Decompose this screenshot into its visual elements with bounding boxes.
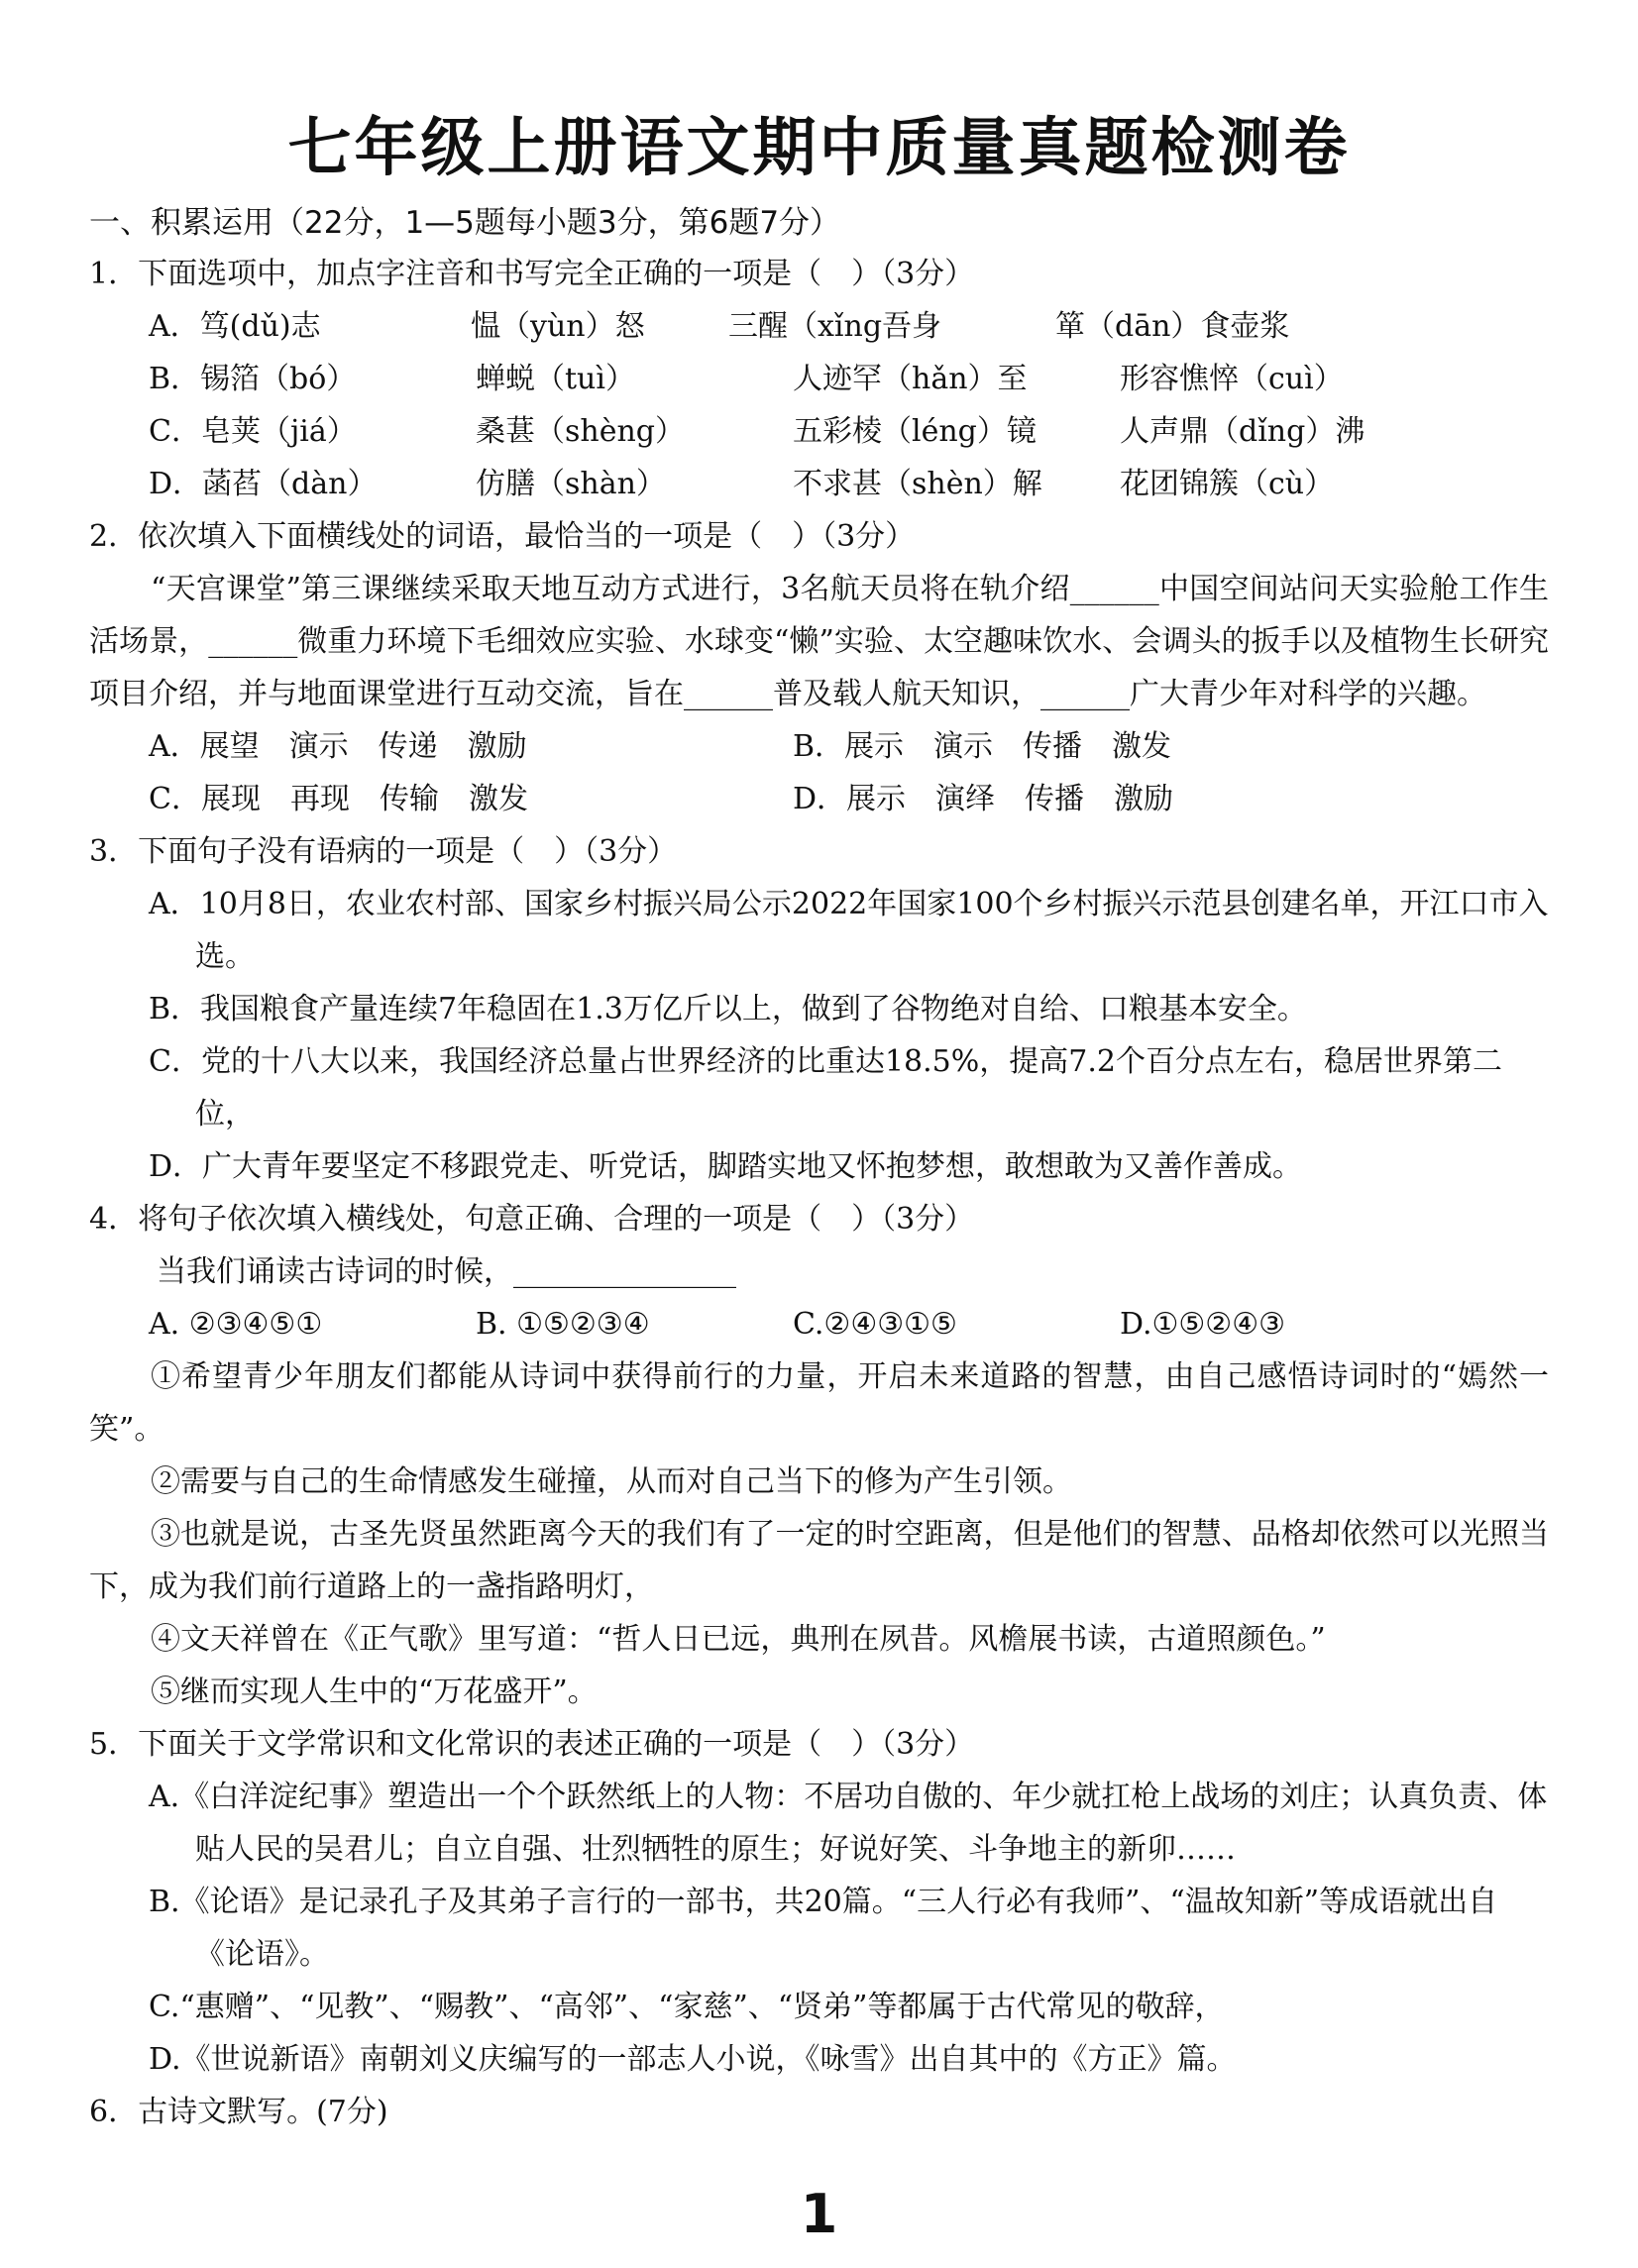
question-2 — [89, 510, 1549, 825]
question-stem: 3．下面句子没有语病的一项是（ ）（3分） — [89, 834, 678, 869]
question-lead: 当我们诵读古诗词的时候，_______________ — [157, 1254, 736, 1289]
option-c: C.“惠赠”、“见教”、“赐教”、“高邻”、“家慈”、“贤弟”等都属于古代常见的敬辞， — [149, 1990, 1225, 2024]
option-text: 不求甚（shèn）解 — [793, 467, 1042, 501]
option-text: D．菡萏（dàn） — [149, 467, 378, 501]
option-row-d — [89, 458, 1549, 510]
option-text: 三醒（xǐng吾身 — [728, 309, 942, 344]
question-1 — [89, 248, 1549, 510]
option-text: A. ②③④⑤① — [149, 1307, 323, 1342]
option-text: A．展望 演示 传递 激励 — [149, 729, 527, 764]
option-row-b — [89, 353, 1549, 405]
option-text: A．笃(dǔ)志 — [149, 309, 321, 344]
sentence-4: ④文天祥曾在《正气歌》里写道：“哲人日已远，典刑在夙昔。风檐展书读，古道照颜色。” — [151, 1622, 1326, 1657]
option-text: 愠（yùn）怒 — [471, 309, 645, 344]
option-text: 花团锦簇（cù） — [1120, 467, 1335, 501]
option-row-ab — [89, 720, 1549, 773]
option-a: A．10月8日，农业农村部、国家乡村振兴局公示2022年国家100个乡村振兴示范县创建名单，开江口市入选。 — [149, 887, 1549, 974]
option-text: B．展示 演示 传播 激发 — [793, 729, 1172, 764]
sentence-3: ③也就是说，古圣先贤虽然距离今天的我们有了一定的时空距离，但是他们的智慧、品格却依然可以光照当下，成为我们前行道路上的一盏指路明灯， — [89, 1517, 1549, 1604]
option-a: A.《白洋淀纪事》塑造出一个个跃然纸上的人物：不居功自傲的、年少就扛枪上战场的刘庄；认真负责、体贴人民的吴君儿；自立自强、壮烈牺牲的原生；好说好笑、斗争地主的新卯…… — [149, 1780, 1548, 1867]
option-text: 箪（dān）食壶浆 — [1055, 309, 1290, 344]
question-stem: 4．将句子依次填入横线处，句意正确、合理的一项是（ ）（3分） — [89, 1202, 975, 1237]
sentence-2: ②需要与自己的生命情感发生碰撞，从而对自己当下的修为产生引领。 — [151, 1464, 1072, 1499]
option-b: B．我国粮食产量连续7年稳固在1.3万亿斤以上，做到了谷物绝对自给、口粮基本安全。 — [149, 992, 1307, 1026]
option-d: D．广大青年要坚定不移跟党走、听党话，脚踏实地又怀抱梦想，敢想敢为又善作善成。 — [149, 1149, 1303, 1184]
question-stem: 6．古诗文默写。(7分) — [89, 2095, 388, 2129]
page-number: 1 — [800, 2183, 838, 2245]
question-6 — [89, 2086, 1549, 2138]
option-text: 桑葚（shèng） — [476, 414, 685, 449]
section-heading: 一、积累运用（22分，1—5题每小题3分，第6题7分） — [89, 205, 841, 241]
option-row-cd — [89, 773, 1549, 825]
option-text: D.①⑤②④③ — [1120, 1307, 1285, 1342]
question-stem: 1．下面选项中，加点字注音和书写完全正确的一项是（ ）（3分） — [89, 257, 975, 291]
option-row-a — [89, 300, 1549, 353]
option-text: B. ①⑤②③④ — [476, 1307, 650, 1342]
question-stem: 2．依次填入下面横线处的词语，最恰当的一项是（ ）（3分） — [89, 519, 916, 554]
option-d: D.《世说新语》南朝刘义庆编写的一部志人小说，《咏雪》出自其中的《方正》篇。 — [149, 2042, 1237, 2077]
option-text: 形容憔悴（cuì） — [1120, 362, 1344, 396]
question-3 — [89, 825, 1549, 1193]
option-text: 人迹罕（hǎn）至 — [793, 362, 1028, 396]
option-text: 五彩棱（léng）镜 — [793, 414, 1037, 449]
option-text: 人声鼎（dǐng）沸 — [1120, 414, 1365, 449]
option-text: 蝉蜕（tuì） — [476, 362, 635, 396]
option-text: C．皂荚（jiá） — [149, 414, 357, 449]
sentence-5: ⑤继而实现人生中的“万花盛开”。 — [151, 1674, 598, 1709]
option-row — [89, 1298, 1549, 1350]
question-4 — [89, 1193, 1549, 1718]
page-title: 七年级上册语文期中质量真题检测卷 — [287, 112, 1351, 185]
question-stem: 5．下面关于文学常识和文化常识的表述正确的一项是（ ）（3分） — [89, 1727, 975, 1762]
sentence-1: ①希望青少年朋友们都能从诗词中获得前行的力量，开启未来道路的智慧，由自己感悟诗词时的“嫣然一笑”。 — [89, 1359, 1549, 1447]
option-row-c — [89, 405, 1549, 458]
option-c: C．党的十八大以来，我国经济总量占世界经济的比重达18.5%，提高7.2个百分点左右，稳居世界第二位， — [149, 1044, 1502, 1132]
option-text: D．展示 演绎 传播 激励 — [793, 782, 1174, 816]
option-text: 仿膳（shàn） — [476, 467, 666, 501]
option-text: C．展现 再现 传输 激发 — [149, 782, 528, 816]
option-text: C.②④③①⑤ — [793, 1307, 957, 1342]
question-5 — [89, 1718, 1549, 2086]
question-passage: “天宫课堂”第三课继续采取天地互动方式进行，3名航天员将在轨介绍______中国空间站问天实验舱工作生活场景，______微重力环境下毛细效应实验、水球变“懒”实验、太空趣味饮水、会调头的扳手以及植物生长研究项目介绍，并与地面课堂进行互动交流，旨在______普及载人航天知识，______广大青少年对科学的兴趣。 — [89, 572, 1549, 711]
option-b: B.《论语》是记录孔子及其弟子言行的一部书，共20篇。“三人行必有我师”、“温故知新”等成语就出自《论语》。 — [149, 1885, 1498, 1972]
option-text: B．锡箔（bó） — [149, 362, 357, 396]
